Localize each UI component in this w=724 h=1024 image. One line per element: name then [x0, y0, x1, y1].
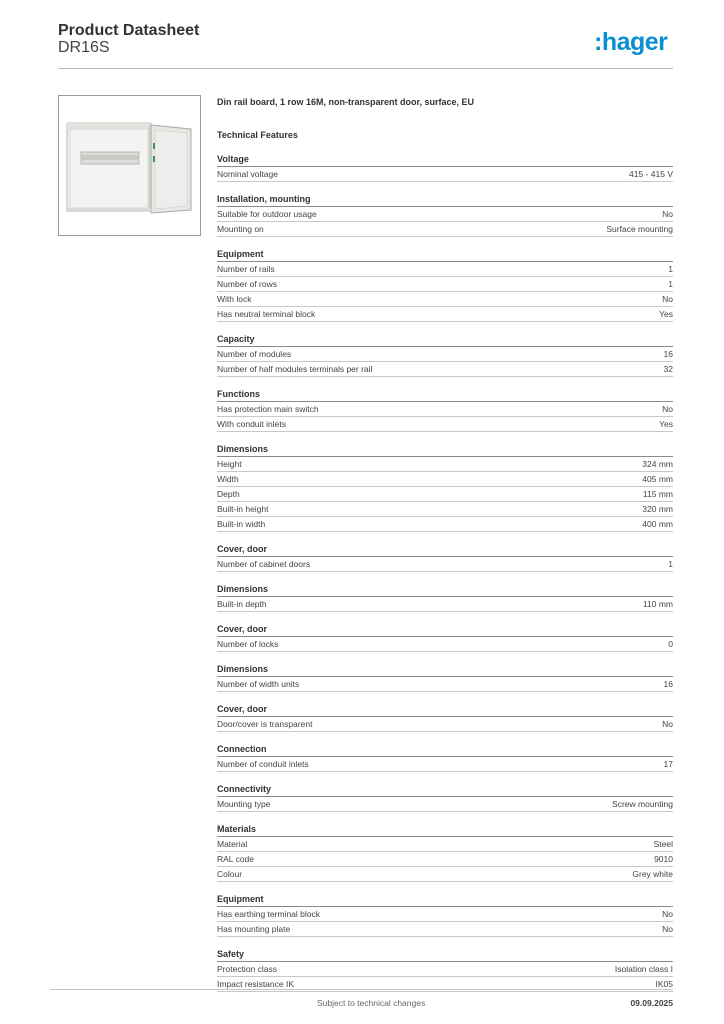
footer-divider [50, 989, 673, 990]
spec-label: Number of locks [217, 639, 279, 649]
section-title: Voltage [217, 153, 673, 167]
section-title: Dimensions [217, 663, 673, 677]
spec-section [217, 893, 673, 937]
spec-row [217, 222, 673, 237]
spec-row [217, 757, 673, 772]
spec-value: Screw mounting [612, 799, 673, 809]
spec-section [217, 248, 673, 322]
spec-label: Depth [217, 489, 240, 499]
spec-value: 1 [668, 264, 673, 274]
footer-note: Subject to technical changes [317, 998, 426, 1008]
section-title: Equipment [217, 248, 673, 262]
spec-row [217, 292, 673, 307]
datasheet-content [217, 95, 673, 992]
spec-row [217, 167, 673, 182]
spec-value: 110 mm [642, 599, 673, 609]
spec-row [217, 262, 673, 277]
section-title: Materials [217, 823, 673, 837]
spec-row [217, 307, 673, 322]
spec-label: Number of width units [217, 679, 300, 689]
spec-value: 1 [668, 279, 673, 289]
section-title: Cover, door [217, 543, 673, 557]
spec-value: Grey white [632, 869, 673, 879]
spec-label: With conduit inlets [217, 419, 286, 429]
section-title: Dimensions [217, 443, 673, 457]
spec-label: Number of rails [217, 264, 275, 274]
spec-label: Nominal voltage [217, 169, 278, 179]
spec-label: Built-in height [217, 504, 269, 514]
spec-value: No [662, 909, 673, 919]
section-title: Cover, door [217, 623, 673, 637]
spec-row [217, 637, 673, 652]
spec-label: Colour [217, 869, 243, 879]
spec-row [217, 677, 673, 692]
spec-value: IK05 [655, 979, 673, 989]
spec-value: Yes [659, 419, 673, 429]
footer-date: 09.09.2025 [630, 998, 673, 1008]
spec-value: Surface mounting [606, 224, 673, 234]
spec-row [217, 557, 673, 572]
spec-row [217, 417, 673, 432]
spec-value: 115 mm [642, 489, 673, 499]
spec-row [217, 837, 673, 852]
spec-section [217, 193, 673, 237]
spec-value: No [662, 209, 673, 219]
spec-label: Has neutral terminal block [217, 309, 316, 319]
spec-label: RAL code [217, 854, 255, 864]
spec-row [217, 717, 673, 732]
spec-row [217, 907, 673, 922]
page-title: Product Datasheet [58, 22, 200, 39]
spec-value: 32 [663, 364, 673, 374]
spec-value: 9010 [654, 854, 673, 864]
spec-value: No [662, 294, 673, 304]
spec-label: Impact resistance IK [217, 979, 295, 989]
spec-value: No [662, 924, 673, 934]
spec-row [217, 207, 673, 222]
spec-section [217, 543, 673, 572]
spec-row [217, 797, 673, 812]
section-title: Connection [217, 743, 673, 757]
spec-label: Number of rows [217, 279, 277, 289]
spec-value: 17 [663, 759, 673, 769]
spec-row [217, 502, 673, 517]
spec-value: 0 [668, 639, 673, 649]
spec-section [217, 388, 673, 432]
spec-label: Number of conduit inlets [217, 759, 309, 769]
spec-section [217, 583, 673, 612]
spec-row [217, 347, 673, 362]
spec-section [217, 153, 673, 182]
section-title: Connectivity [217, 783, 673, 797]
spec-row [217, 402, 673, 417]
spec-row [217, 852, 673, 867]
section-title: Equipment [217, 893, 673, 907]
spec-label: Has protection main switch [217, 404, 319, 414]
spec-row [217, 922, 673, 937]
section-title: Installation, mounting [217, 193, 673, 207]
enclosure-photo-icon [59, 96, 200, 235]
technical-features-heading: Technical Features [217, 130, 298, 140]
spec-label: Material [217, 839, 248, 849]
spec-section [217, 743, 673, 772]
header-divider [58, 68, 673, 69]
spec-row [217, 867, 673, 882]
spec-value: Isolation class I [614, 964, 673, 974]
spec-label: Has earthing terminal block [217, 909, 320, 919]
spec-value: 1 [668, 559, 673, 569]
spec-section [217, 783, 673, 812]
section-title: Capacity [217, 333, 673, 347]
spec-value: 400 mm [642, 519, 673, 529]
product-description: Din rail board, 1 row 16M, non-transparent door, surface, EU [217, 97, 475, 107]
section-title: Cover, door [217, 703, 673, 717]
section-title: Safety [217, 948, 673, 962]
spec-label: Has mounting plate [217, 924, 291, 934]
spec-row [217, 487, 673, 502]
spec-row [217, 457, 673, 472]
spec-label: Suitable for outdoor usage [217, 209, 317, 219]
spec-section [217, 333, 673, 377]
hager-logo: :hager [594, 28, 668, 56]
product-image [58, 95, 201, 236]
spec-label: Mounting on [217, 224, 264, 234]
spec-row [217, 362, 673, 377]
spec-value: No [662, 404, 673, 414]
spec-label: Height [217, 459, 242, 469]
spec-row [217, 962, 673, 977]
spec-label: Protection class [217, 964, 277, 974]
spec-value: 320 mm [642, 504, 673, 514]
section-title: Dimensions [217, 583, 673, 597]
section-title: Functions [217, 388, 673, 402]
spec-row [217, 277, 673, 292]
spec-label: Number of cabinet doors [217, 559, 311, 569]
spec-label: Built-in width [217, 519, 266, 529]
product-code: DR16S [58, 39, 110, 56]
spec-label: With lock [217, 294, 252, 304]
spec-row [217, 597, 673, 612]
spec-section [217, 663, 673, 692]
spec-label: Number of modules [217, 349, 292, 359]
spec-value: 324 mm [642, 459, 673, 469]
spec-label: Width [217, 474, 239, 484]
spec-value: No [662, 719, 673, 729]
spec-label: Built-in depth [217, 599, 267, 609]
spec-value: 405 mm [642, 474, 673, 484]
spec-label: Door/cover is transparent [217, 719, 313, 729]
spec-row [217, 472, 673, 487]
spec-value: 16 [663, 679, 673, 689]
spec-row [217, 517, 673, 532]
spec-value: Steel [653, 839, 673, 849]
spec-value: Yes [659, 309, 673, 319]
spec-section [217, 623, 673, 652]
spec-section [217, 823, 673, 882]
spec-section [217, 443, 673, 532]
spec-value: 415 - 415 V [629, 169, 673, 179]
spec-value: 16 [663, 349, 673, 359]
spec-label: Number of half modules terminals per rail [217, 364, 373, 374]
spec-section [217, 703, 673, 732]
spec-label: Mounting type [217, 799, 271, 809]
spec-section [217, 948, 673, 992]
